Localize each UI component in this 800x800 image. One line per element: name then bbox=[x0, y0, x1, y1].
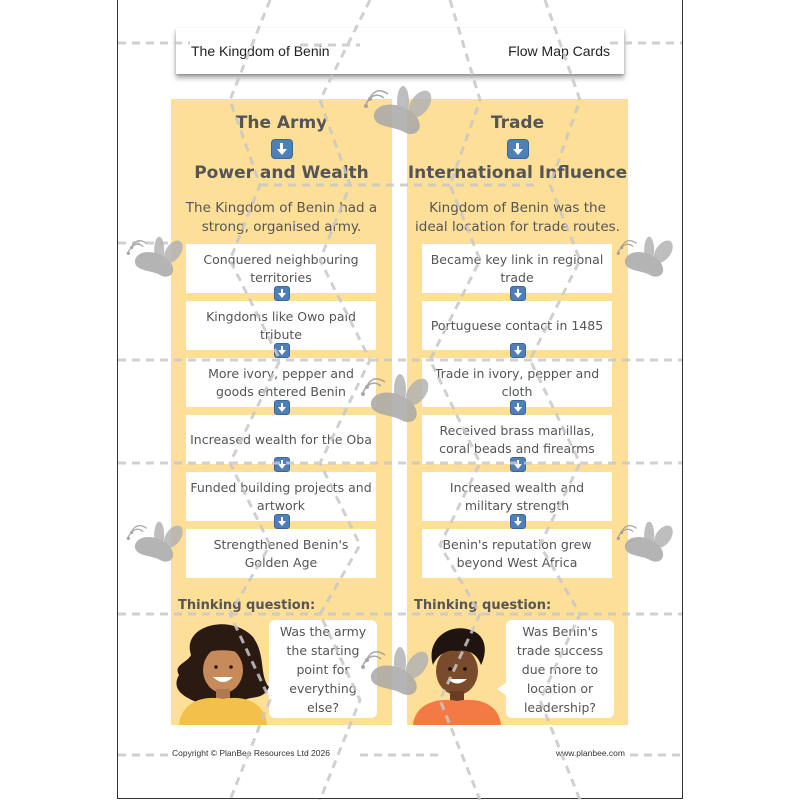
down-arrow-icon bbox=[510, 457, 526, 472]
down-arrow-icon bbox=[274, 286, 290, 301]
flow-step: Benin's reputation grew beyond West Africa bbox=[422, 529, 612, 578]
thinking-question-label: Thinking question: bbox=[178, 598, 316, 613]
flow-step: Kingdoms like Owo paid tribute bbox=[186, 301, 376, 350]
card-topic: Trade bbox=[490, 113, 545, 133]
flow-step: Received brass manillas, coral beads and firearms bbox=[422, 415, 612, 464]
question-bubble: Was the army the starting point for everything else? bbox=[269, 620, 377, 718]
flow-step: More ivory, pepper and goods entered Benin bbox=[186, 358, 376, 407]
down-arrow-icon bbox=[510, 286, 526, 301]
flow-card-trade bbox=[407, 99, 628, 725]
card-intro: The Kingdom of Benin had a strong, organised army. bbox=[185, 200, 378, 235]
copyright-text: Copyright © PlanBee Resources Ltd 2026 bbox=[172, 748, 330, 758]
card-outcome: Power and Wealth bbox=[194, 163, 369, 183]
flow-step: Strengthened Benin's Golden Age bbox=[186, 529, 376, 578]
down-arrow-icon bbox=[510, 514, 526, 529]
bee-watermark-icon bbox=[355, 372, 435, 432]
flow-step: Became key link in regional trade bbox=[422, 244, 612, 293]
flow-step: Trade in ivory, pepper and cloth bbox=[422, 358, 612, 407]
flow-step: Increased wealth and military strength bbox=[422, 472, 612, 521]
website-link[interactable]: www.planbee.com bbox=[556, 748, 625, 758]
down-arrow-icon bbox=[510, 343, 526, 358]
bee-watermark-icon bbox=[355, 645, 435, 705]
bee-watermark-icon bbox=[610, 520, 680, 570]
flow-step: Funded building projects and artwork bbox=[186, 472, 376, 521]
document-subtitle: Flow Map Cards bbox=[508, 43, 610, 59]
down-arrow-icon bbox=[510, 400, 526, 415]
bee-watermark-icon bbox=[358, 84, 438, 144]
thinking-question-label: Thinking question: bbox=[414, 598, 552, 613]
down-arrow-icon bbox=[274, 400, 290, 415]
flow-step: Increased wealth for the Oba bbox=[186, 415, 376, 464]
down-arrow-icon bbox=[274, 343, 290, 358]
girl-avatar bbox=[171, 615, 271, 725]
document-title: The Kingdom of Benin bbox=[191, 43, 330, 59]
down-arrow-icon bbox=[271, 139, 293, 159]
flow-step: Portuguese contact in 1485 bbox=[422, 301, 612, 350]
card-intro: Kingdom of Benin was the ideal location for trade routes. bbox=[415, 200, 620, 235]
card-topic: The Army bbox=[235, 113, 328, 133]
down-arrow-icon bbox=[507, 139, 529, 159]
down-arrow-icon bbox=[274, 457, 290, 472]
bee-watermark-icon bbox=[120, 235, 190, 285]
question-bubble: Was Benin's trade success due more to location or leadership? bbox=[506, 620, 614, 718]
down-arrow-icon bbox=[274, 514, 290, 529]
bee-watermark-icon bbox=[120, 520, 190, 570]
flow-step: Conquered neighbouring territories bbox=[186, 244, 376, 293]
card-outcome: International Influence bbox=[407, 163, 628, 183]
bee-watermark-icon bbox=[610, 235, 680, 285]
header-card bbox=[176, 28, 624, 74]
